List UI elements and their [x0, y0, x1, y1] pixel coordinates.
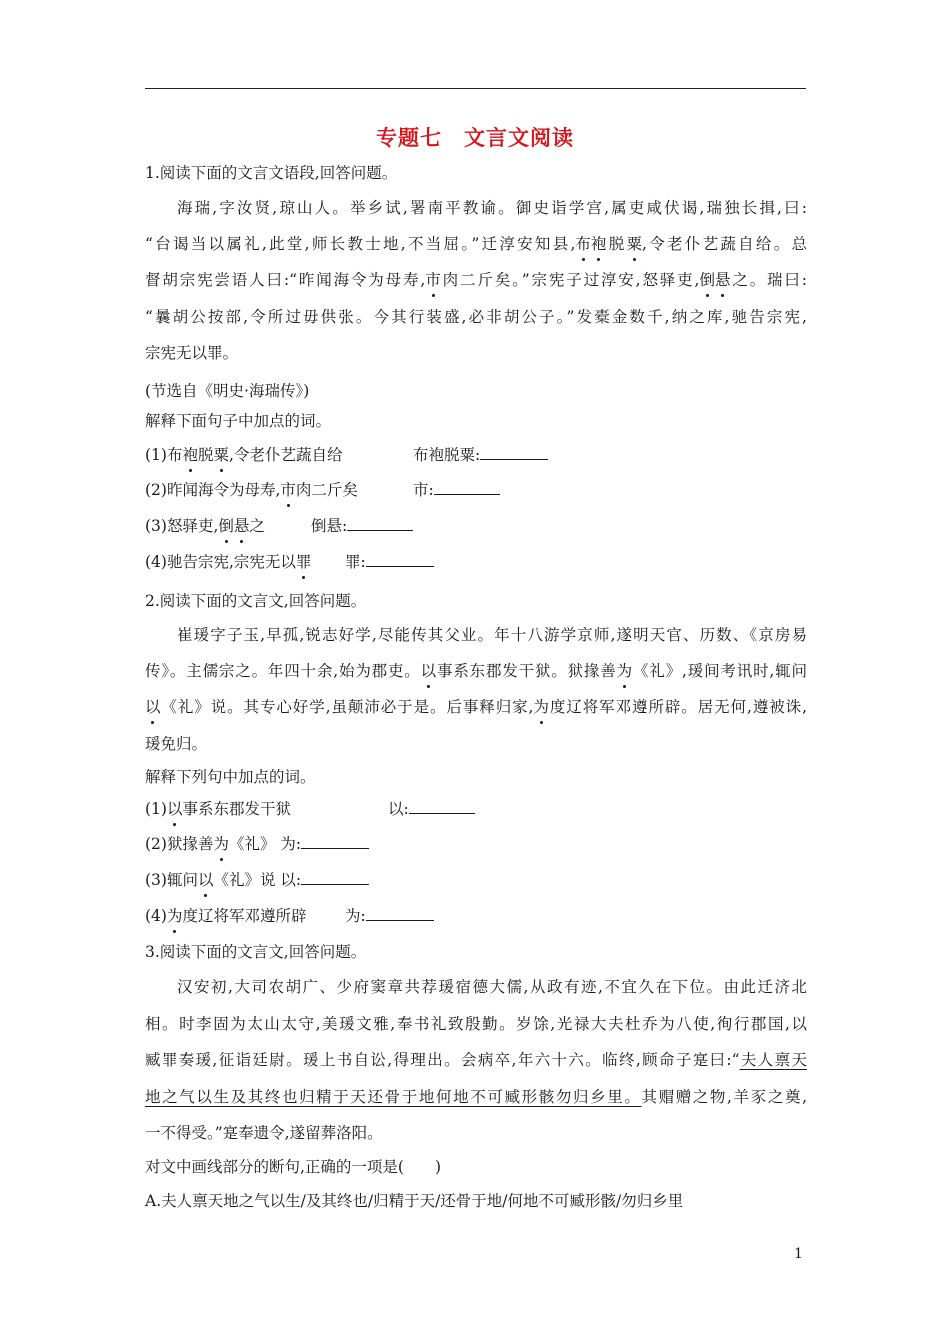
- q1-passage-line-4: “曩胡公按部,令所过毋供张。今其行装盛,必非胡公子。”发橐金数千,纳之库,驰告宗宪,: [145, 308, 807, 326]
- q2-passage-line-1: 崔瑗字子玉,早孤,锐志好学,尽能传其父业。年十八游学京师,遂明天官、历数、《京房易: [177, 626, 807, 644]
- answer-blank[interactable]: [434, 479, 500, 495]
- q2-item-1: (1)以事系东郡发干狱: [145, 800, 291, 818]
- q1-item-1-answer: 布袍脱粟:: [413, 444, 548, 466]
- q1-prompt: 1.阅读下面的文言文语段,回答问题。: [145, 164, 398, 182]
- q3-passage-line-2: 相。时李固为太山太守,美瑗文雅,奉书礼致殷勤。岁馀,光禄大夫杜乔为八使,徇行郡国,以: [145, 1015, 807, 1033]
- q3-passage-line-4: 地之气以生及其终也归精于天还骨于地何地不可臧形骸勿归乡里。其赗赠之物,羊豕之奠,: [145, 1088, 807, 1106]
- q2-item-4-answer: 为:: [345, 905, 434, 927]
- q1-item-1: (1)布袍脱粟,令老仆艺蔬自给: [145, 446, 343, 464]
- q1-source: (节选自《明史·海瑞传》): [145, 382, 310, 400]
- q2-item-2: (2)狱掾善为《礼》 为:: [145, 833, 369, 855]
- header-rule: [145, 88, 806, 89]
- q2-item-1-answer: 以:: [388, 798, 475, 820]
- q1-item-3: (3)怒驿吏,倒悬之: [145, 517, 265, 535]
- q1-item-2-answer: 市:: [413, 479, 500, 501]
- q1-passage-line-2: “台谒当以属礼,此堂,师长教士地,不当屈。”迁淳安知县,布袍脱粟,令老仆艺蔬自给。总: [145, 235, 807, 253]
- q1-item-4: (4)驰告宗宪,宗宪无以罪: [145, 553, 312, 571]
- answer-blank[interactable]: [366, 905, 434, 921]
- q3-prompt: 3.阅读下面的文言文,回答问题。: [145, 943, 367, 961]
- q3-passage-line-3: 臧罪奏瑗,征诣廷尉。瑗上书自讼,得理出。会病卒,年六十六。临终,顾命子寔曰:“夫人禀天: [145, 1051, 807, 1069]
- q3-question: 对文中画线部分的断句,正确的一项是( ): [145, 1158, 442, 1176]
- q1-item-3-answer: 倒悬:: [311, 515, 413, 537]
- q1-passage-line-3: 督胡宗宪尝语人曰:“昨闻海令为母寿,市肉二斤矣。”宗宪子过淳安,怒驿吏,倒悬之。瑞曰:: [145, 271, 807, 289]
- q1-instruction: 解释下面句子中加点的词。: [145, 412, 332, 430]
- q1-passage-line-5: 宗宪无以罪。: [145, 344, 239, 362]
- q2-item-3: (3)辄问以《礼》说 以:: [145, 869, 369, 891]
- q2-passage-line-4: 瑗免归。: [145, 735, 208, 753]
- page-number: 1: [794, 1246, 803, 1262]
- q3-passage-line-5: 一不得受。”寔奉遗令,遂留葬洛阳。: [145, 1124, 383, 1142]
- q2-prompt: 2.阅读下面的文言文,回答问题。: [145, 592, 367, 610]
- underlined-text: 地之气以生及其终也归精于天还骨于地何地不可臧形骸勿归乡里。: [145, 1088, 642, 1106]
- answer-blank[interactable]: [301, 869, 369, 885]
- answer-blank[interactable]: [347, 515, 413, 531]
- answer-blank[interactable]: [301, 833, 369, 849]
- q2-passage-line-3: 以《礼》说。其专心好学,虽颠沛必于是。后事释归家,为度辽将军邓遵所辟。居无何,遵被诛,: [145, 698, 808, 716]
- q1-item-4-answer: 罪:: [345, 551, 434, 573]
- answer-blank[interactable]: [366, 551, 434, 567]
- q1-passage-line-1: 海瑞,字汝贤,琼山人。举乡试,署南平教谕。御史诣学宫,属吏咸伏谒,瑞独长揖,曰:: [177, 199, 807, 217]
- q2-item-4: (4)为度辽将军邓遵所辟: [145, 907, 307, 925]
- answer-blank[interactable]: [409, 798, 475, 814]
- q1-item-2: (2)昨闻海令为母寿,市肉二斤矣: [145, 481, 358, 499]
- q3-option-a[interactable]: A.夫人禀天地之气以生/及其终也/归精于天/还骨于地/何地不可臧形骸/勿归乡里: [145, 1192, 684, 1210]
- underlined-text: 夫人禀天: [739, 1051, 807, 1069]
- q2-passage-line-2: 传》。主儒宗之。年四十余,始为郡吏。以事系东郡发干狱。狱掾善为《礼》,瑗间考讯时,辄问: [145, 662, 807, 680]
- answer-blank[interactable]: [480, 444, 548, 460]
- page-title: 专题七 文言文阅读: [376, 125, 574, 150]
- q2-instruction: 解释下列句中加点的词。: [145, 768, 316, 786]
- q3-passage-line-1: 汉安初,大司农胡广、少府窦章共荐瑗宿德大儒,从政有迹,不宜久在下位。由此迁济北: [177, 978, 807, 996]
